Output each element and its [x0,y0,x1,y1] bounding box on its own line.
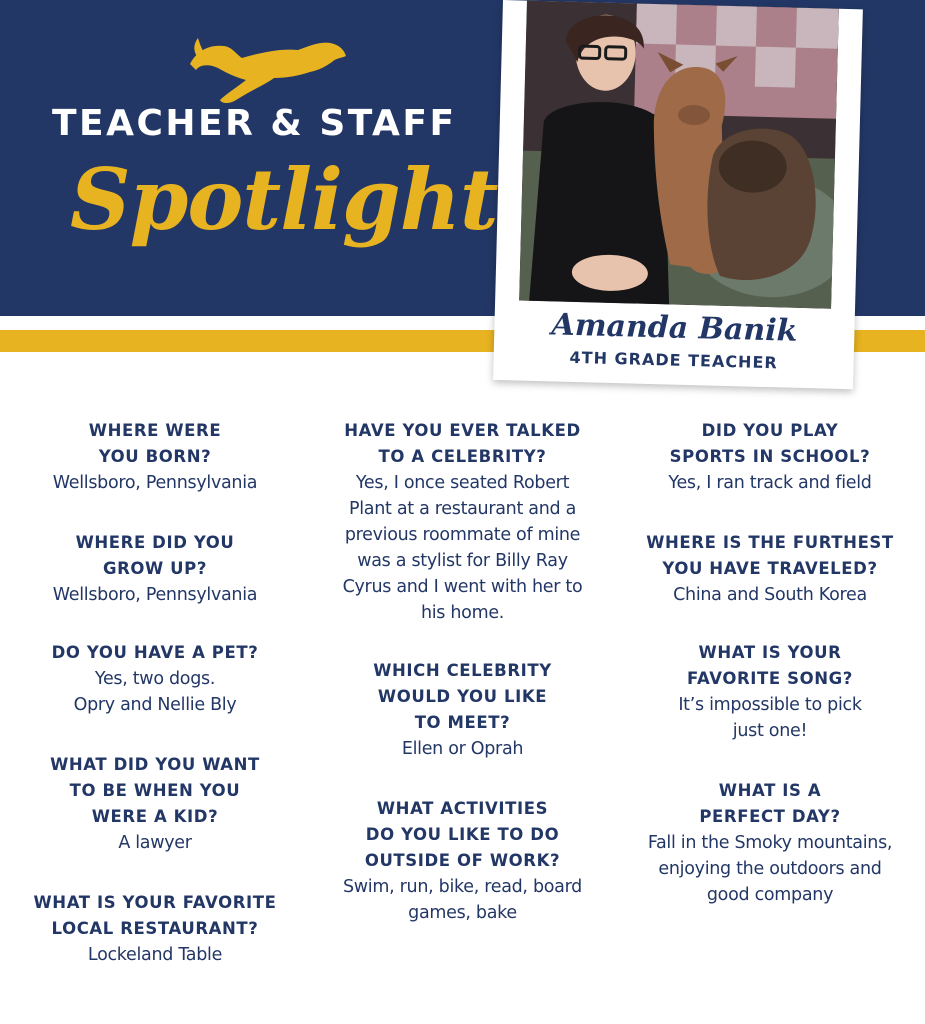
answer: Wellsboro, Pennsylvania [52,473,258,493]
qa-item [20,530,290,608]
question: WHERE IS THE FURTHEST YOU HAVE TRAVELED? [646,533,894,578]
answer: Yes, I once seated Robert Plant at a restaurant and a previous roommate of mine was a stylist for Billy Ray Cyrus and I went with her to his home. [342,473,583,623]
qa-item [325,418,600,626]
qa-item [630,640,910,744]
question: WHAT IS YOUR FAVORITE SONG? [687,643,853,688]
qa-item [630,778,910,908]
qa-item [20,640,290,718]
qa-item [20,890,290,968]
cougar-icon [186,34,348,106]
question: WHAT IS YOUR FAVORITE LOCAL RESTAURANT? [33,893,277,938]
answer: Wellsboro, Pennsylvania [52,585,258,605]
title-teacher-staff: TEACHER & STAFF [52,103,457,144]
profile-photo [519,1,839,309]
answer: China and South Korea [673,585,867,605]
question: DO YOU HAVE A PET? [51,643,259,662]
profile-polaroid [493,0,863,389]
question: WHAT IS A PERFECT DAY? [699,781,841,826]
answer: Ellen or Oprah [401,739,524,759]
question: WHICH CELEBRITY WOULD YOU LIKE TO MEET? [373,661,552,732]
answer: Yes, I ran track and field [668,473,872,493]
answer: Lockeland Table [87,945,223,965]
answer: Yes, two dogs. Opry and Nellie Bly [73,669,237,715]
question: WHAT ACTIVITIES DO YOU LIKE TO DO OUTSIDE OF WORK? [364,799,561,870]
profile-role: 4TH GRADE TEACHER [569,347,778,373]
qa-item [20,752,290,856]
qa-item [20,418,290,496]
title-spotlight: Spotlight [70,150,498,249]
profile-name: Amanda Banik [551,307,798,349]
qa-item [630,530,910,608]
qa-item [630,418,910,496]
question: WHAT DID YOU WANT TO BE WHEN YOU WERE A KID? [50,755,260,826]
question: WHERE DID YOU GROW UP? [75,533,235,578]
answer: Fall in the Smoky mountains, enjoying the outdoors and good company [647,833,893,905]
question: DID YOU PLAY SPORTS IN SCHOOL? [669,421,871,466]
question: WHERE WERE YOU BORN? [88,421,222,466]
answer: It’s impossible to pick just one! [678,695,862,741]
answer: Swim, run, bike, read, board games, bake [342,877,582,923]
question: HAVE YOU EVER TALKED TO A CELEBRITY? [344,421,581,466]
qa-item [325,796,600,926]
answer: A lawyer [118,833,192,853]
qa-item [325,658,600,762]
